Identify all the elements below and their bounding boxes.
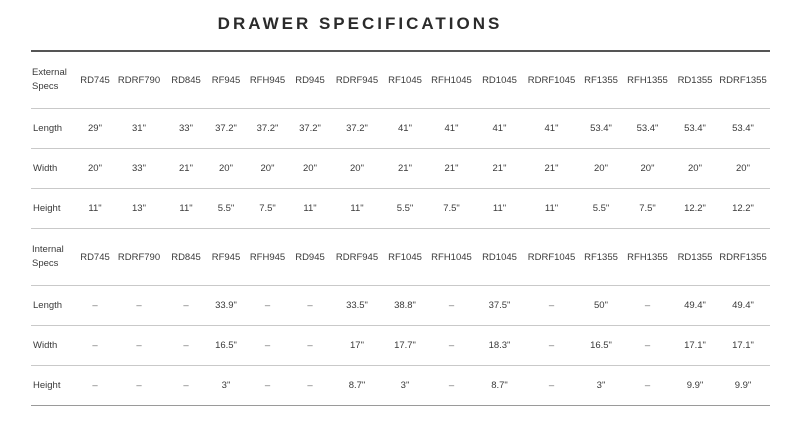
table-cell: – [290, 366, 330, 406]
table-cell: – [621, 326, 674, 366]
table-cell: 3" [581, 366, 621, 406]
model-header-cell: RD1355 [674, 51, 716, 109]
table-cell: – [522, 326, 581, 366]
table-cell: 8.7" [477, 366, 522, 406]
table-cell: 50" [581, 286, 621, 326]
table-cell: 21" [477, 149, 522, 189]
table-cell: 8.7" [330, 366, 384, 406]
table-cell: 5.5" [384, 189, 426, 229]
model-header-cell: RFH1045 [426, 51, 477, 109]
model-header-cell: RDRF945 [330, 229, 384, 286]
table-cell: – [426, 286, 477, 326]
table-cell: 20" [716, 149, 770, 189]
model-header-cell: RD745 [77, 51, 113, 109]
table-cell: 11" [290, 189, 330, 229]
model-header-cell: RDRF1355 [716, 229, 770, 286]
table-row [31, 286, 770, 326]
table-cell: 53.4" [716, 109, 770, 149]
table-cell: 17.1" [716, 326, 770, 366]
model-header-cell: RF945 [207, 51, 245, 109]
table-cell: – [245, 286, 290, 326]
table-cell: 3" [384, 366, 426, 406]
table-cell: – [290, 286, 330, 326]
table-cell: 11" [165, 189, 207, 229]
model-header-cell: RF1045 [384, 51, 426, 109]
table-cell: 17.1" [674, 326, 716, 366]
table-cell: – [113, 326, 165, 366]
table-cell: 53.4" [621, 109, 674, 149]
table-cell: 11" [477, 189, 522, 229]
table-cell: 20" [621, 149, 674, 189]
table-cell: 20" [290, 149, 330, 189]
table-row [31, 149, 770, 189]
table-cell: 33" [165, 109, 207, 149]
table-cell: 7.5" [245, 189, 290, 229]
model-header-cell: RF1355 [581, 229, 621, 286]
drawer-specifications-table [31, 50, 770, 406]
model-header-cell: RFH1355 [621, 229, 674, 286]
model-header-cell: RDRF790 [113, 229, 165, 286]
table-cell: 7.5" [426, 189, 477, 229]
table-cell: – [77, 326, 113, 366]
model-header-cell: RDRF1045 [522, 229, 581, 286]
table-cell: 9.9" [716, 366, 770, 406]
table-cell: 21" [165, 149, 207, 189]
table-cell: 20" [245, 149, 290, 189]
table-cell: 21" [522, 149, 581, 189]
model-header-cell: RD1355 [674, 229, 716, 286]
table-cell: – [522, 286, 581, 326]
section-label: External Specs [31, 51, 77, 109]
section-label: Internal Specs [31, 229, 77, 286]
model-header-cell: RDRF1045 [522, 51, 581, 109]
table-cell: 53.4" [581, 109, 621, 149]
row-label: Length [31, 286, 77, 326]
table-cell: – [621, 286, 674, 326]
table-cell: 20" [330, 149, 384, 189]
table-cell: – [621, 366, 674, 406]
table-cell: 41" [477, 109, 522, 149]
model-header-cell: RFH1355 [621, 51, 674, 109]
table-cell: – [245, 366, 290, 406]
model-header-cell: RFH945 [245, 51, 290, 109]
table-cell: – [426, 366, 477, 406]
table-cell: 12.2" [674, 189, 716, 229]
model-header-cell: RD1045 [477, 229, 522, 286]
table-cell: 31" [113, 109, 165, 149]
table-cell: 37.2" [290, 109, 330, 149]
table-cell: 37.5" [477, 286, 522, 326]
model-header-cell: RD745 [77, 229, 113, 286]
row-label: Height [31, 189, 77, 229]
table-cell: 49.4" [674, 286, 716, 326]
row-label: Height [31, 366, 77, 406]
model-header-cell: RD945 [290, 51, 330, 109]
model-header-cell: RD1045 [477, 51, 522, 109]
table-cell: – [165, 326, 207, 366]
row-label: Width [31, 326, 77, 366]
table-cell: 20" [77, 149, 113, 189]
row-label: Length [31, 109, 77, 149]
model-header-cell: RDRF945 [330, 51, 384, 109]
table-cell: 29" [77, 109, 113, 149]
table-cell: 21" [384, 149, 426, 189]
model-header-cell: RD845 [165, 229, 207, 286]
model-header-cell: RFH945 [245, 229, 290, 286]
table-cell: 16.5" [581, 326, 621, 366]
table-cell: 37.2" [330, 109, 384, 149]
table-cell: 13" [113, 189, 165, 229]
table-cell: 20" [207, 149, 245, 189]
table-row [31, 326, 770, 366]
table-cell: 12.2" [716, 189, 770, 229]
table-row [31, 366, 770, 406]
section-header-row [31, 51, 770, 109]
table-row [31, 109, 770, 149]
table-cell: – [165, 366, 207, 406]
model-header-cell: RF1355 [581, 51, 621, 109]
table-cell: – [245, 326, 290, 366]
model-header-cell: RD945 [290, 229, 330, 286]
table-cell: 3" [207, 366, 245, 406]
table-cell: 17" [330, 326, 384, 366]
table-cell: – [113, 366, 165, 406]
table-cell: 5.5" [207, 189, 245, 229]
table-cell: – [77, 286, 113, 326]
table-cell: – [290, 326, 330, 366]
model-header-cell: RFH1045 [426, 229, 477, 286]
table-cell: 17.7" [384, 326, 426, 366]
table-cell: 53.4" [674, 109, 716, 149]
table-cell: 20" [674, 149, 716, 189]
model-header-cell: RF945 [207, 229, 245, 286]
model-header-cell: RDRF790 [113, 51, 165, 109]
table-cell: 37.2" [207, 109, 245, 149]
table-cell: – [165, 286, 207, 326]
page-title: DRAWER SPECIFICATIONS [217, 14, 503, 33]
table-cell: 33.9" [207, 286, 245, 326]
table-cell: 21" [426, 149, 477, 189]
table-cell: 16.5" [207, 326, 245, 366]
table-cell: 41" [426, 109, 477, 149]
table-cell: – [426, 326, 477, 366]
table-cell: 11" [522, 189, 581, 229]
table-cell: 18.3" [477, 326, 522, 366]
model-header-cell: RD845 [165, 51, 207, 109]
table-cell: 49.4" [716, 286, 770, 326]
table-cell: – [77, 366, 113, 406]
table-cell: 33" [113, 149, 165, 189]
section-header-row [31, 229, 770, 286]
table-cell: 41" [522, 109, 581, 149]
row-label: Width [31, 149, 77, 189]
table-cell: 5.5" [581, 189, 621, 229]
table-cell: – [113, 286, 165, 326]
table-cell: 7.5" [621, 189, 674, 229]
table-cell: 20" [581, 149, 621, 189]
table-row [31, 189, 770, 229]
table-cell: 33.5" [330, 286, 384, 326]
table-cell: 37.2" [245, 109, 290, 149]
table-cell: 11" [77, 189, 113, 229]
model-header-cell: RF1045 [384, 229, 426, 286]
table-cell: 9.9" [674, 366, 716, 406]
table-cell: 11" [330, 189, 384, 229]
table-cell: 38.8" [384, 286, 426, 326]
table-cell: – [522, 366, 581, 406]
table-cell: 41" [384, 109, 426, 149]
model-header-cell: RDRF1355 [716, 51, 770, 109]
